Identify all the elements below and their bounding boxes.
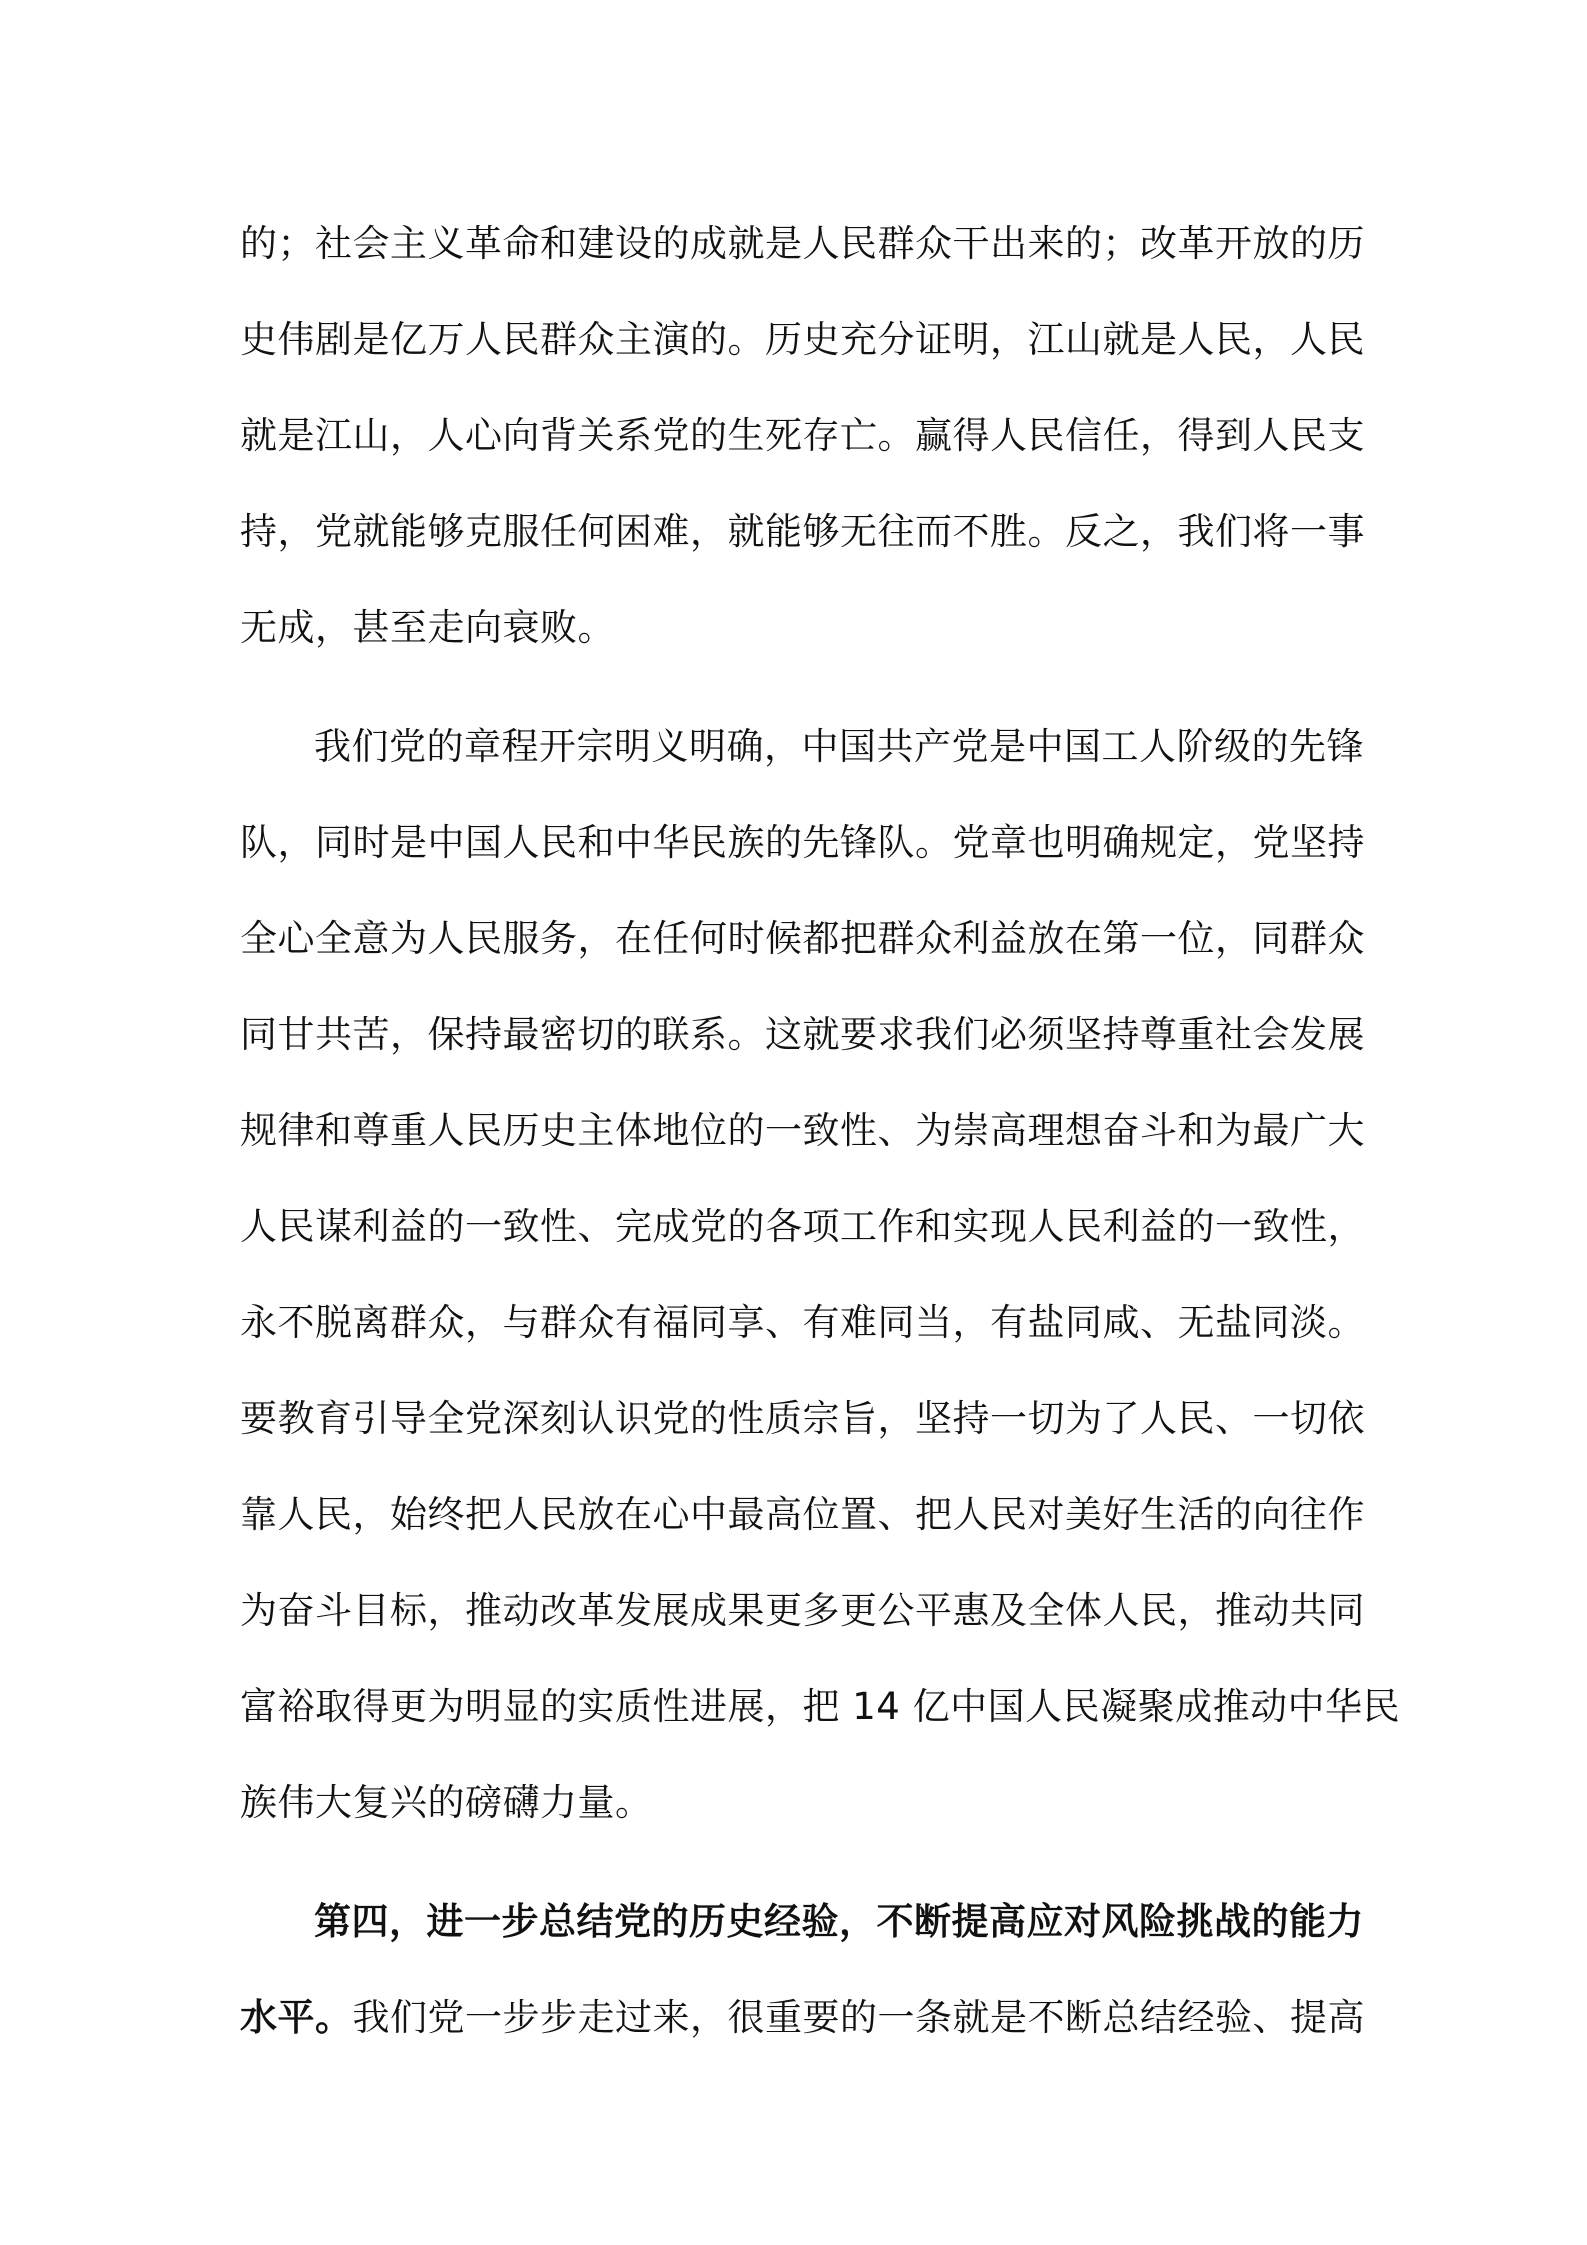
paragraph-2-line-2: 队，同时是中国人民和中华民族的先锋队。党章也明确规定，党坚持 [240, 821, 1365, 864]
paragraph-3-heading-end: 水平。 [240, 1996, 353, 2039]
paragraph-2-line-11: 富裕取得更为明显的实质性进展，把 14 亿中国人民凝聚成推动中华民 [240, 1685, 1401, 1728]
paragraph-2-line-5: 规律和尊重人民历史主体地位的一致性、为崇高理想奋斗和为最广大 [240, 1109, 1365, 1152]
paragraph-2-line-9: 靠人民，始终把人民放在心中最高位置、把人民对美好生活的向往作 [240, 1493, 1365, 1536]
paragraph-3-line-2 [240, 1970, 1365, 2066]
paragraph-2-line-6: 人民谋利益的一致性、完成党的各项工作和实现人民利益的一致性， [240, 1205, 1365, 1248]
paragraph-2-line-12: 族伟大复兴的磅礴力量。 [240, 1781, 653, 1824]
paragraph-2-line-3: 全心全意为人民服务，在任何时候都把群众利益放在第一位，同群众 [240, 917, 1365, 960]
paragraph-3-heading-line-1: 第四，进一步总结党的历史经验，不断提高应对风险挑战的能力 [314, 1900, 1364, 1943]
paragraph-3-body-start: 我们党一步步走过来，很重要的一条就是不断总结经验、提高 [352, 1996, 1365, 2039]
paragraph-1-line-1: 的；社会主义革命和建设的成就是人民群众干出来的；改革开放的历 [240, 222, 1365, 265]
paragraph-2-line-4: 同甘共苦，保持最密切的联系。这就要求我们必须坚持尊重社会发展 [240, 1013, 1365, 1056]
paragraph-1-line-2: 史伟剧是亿万人民群众主演的。历史充分证明，江山就是人民，人民 [240, 318, 1365, 361]
paragraph-1-line-3: 就是江山，人心向背关系党的生死存亡。赢得人民信任，得到人民支 [240, 414, 1365, 457]
paragraph-2-line-8: 要教育引导全党深刻认识党的性质宗旨，坚持一切为了人民、一切依 [240, 1397, 1365, 1440]
paragraph-2-line-10: 为奋斗目标，推动改革发展成果更多更公平惠及全体人民，推动共同 [240, 1589, 1365, 1632]
paragraph-1-line-5: 无成，甚至走向衰败。 [240, 606, 615, 649]
paragraph-2-line-1: 我们党的章程开宗明义明确，中国共产党是中国工人阶级的先锋 [314, 725, 1364, 768]
paragraph-1-line-4: 持，党就能够克服任何困难，就能够无往而不胜。反之，我们将一事 [240, 510, 1365, 553]
paragraph-2-line-7: 永不脱离群众，与群众有福同享、有难同当，有盐同咸、无盐同淡。 [240, 1301, 1365, 1344]
